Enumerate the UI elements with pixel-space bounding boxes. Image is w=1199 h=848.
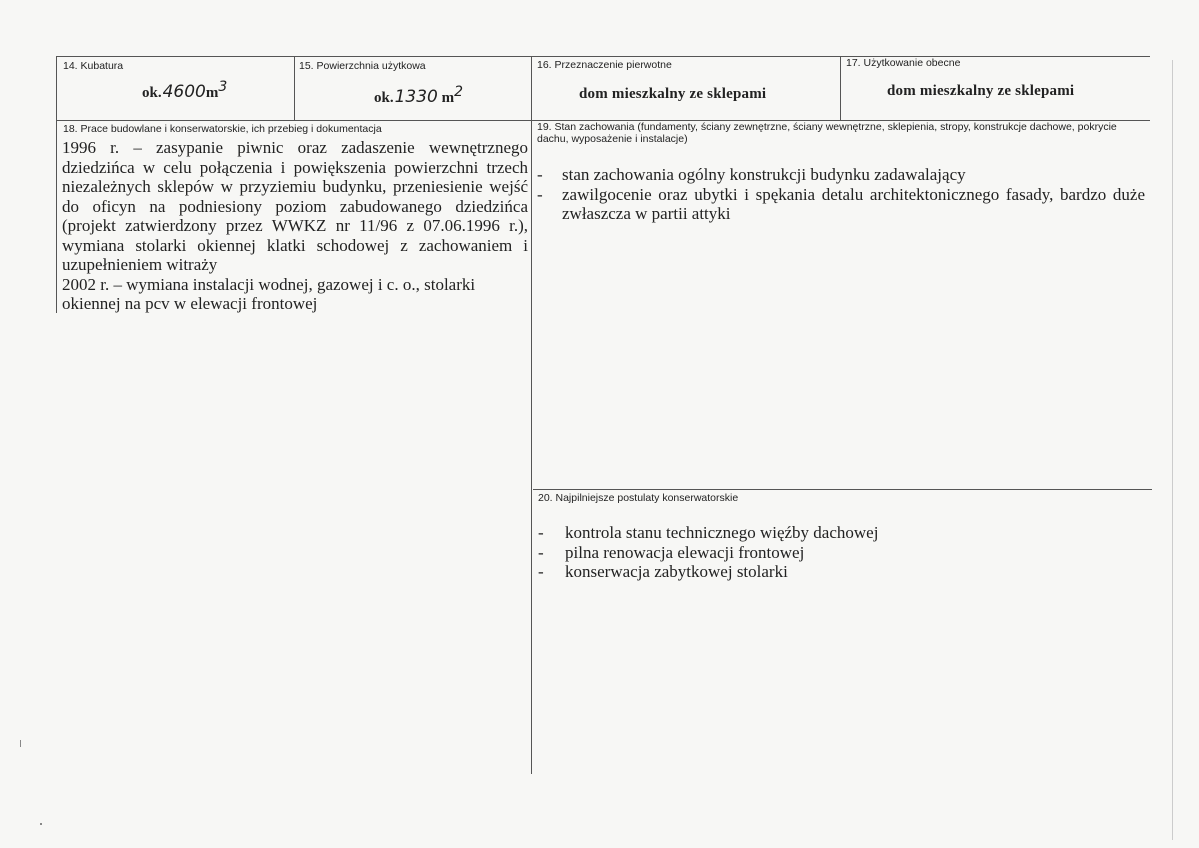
scan-speck — [1172, 60, 1173, 840]
field20-label: 20. Najpilniejsze postulaty konserwatorskie — [538, 492, 739, 504]
col-divider-16-17 — [840, 56, 841, 120]
field15-label: 15. Powierzchnia użytkowa — [299, 60, 426, 72]
field19-item-text: stan zachowania ogólny konstrukcji budynku zadawalający — [562, 165, 966, 184]
bullet-dash: - — [538, 542, 544, 562]
field18-paragraph-2002: 2002 r. – wymiana instalacji wodnej, gazowej i c. o., stolarki okiennej na pcv w elewacji frontowej — [62, 274, 476, 313]
bullet-dash: - — [537, 165, 543, 184]
top-border — [56, 56, 1150, 57]
bullet-dash: - — [538, 523, 544, 542]
field20-top-border — [533, 489, 1152, 490]
list-item — [538, 543, 1098, 563]
field20-item-text: pilna renowacja elewacji frontowej — [565, 542, 805, 562]
bullet-dash: - — [538, 562, 544, 581]
field18-paragraph-1996: 1996 r. – zasypanie piwnic oraz zadaszenie wewnętrznego dziedzińca w celu połączenia i powiększenia powierzchni trzech niezależnych sklepów w przyziemiu budynku, przeniesienie wejść do oficyn na podniesiony poziom zabudowanego dziedzińca (projekt zatwierdzony przez WWKZ nr 11/96 z 07.06.1996 r.), wymiana stolarki okiennej klatki schodowej z zachowaniem i uzupełnieniem witraży — [62, 138, 528, 274]
field14-unit: m — [205, 85, 219, 101]
field14-label: 14. Kubatura — [63, 60, 124, 72]
field19-list — [537, 165, 1145, 224]
field14-value — [142, 79, 227, 102]
field17-value: dom mieszkalny ze sklepami — [887, 83, 1075, 99]
list-item — [538, 523, 1098, 543]
field16-label: 16. Przeznaczenie pierwotne — [537, 59, 672, 71]
field20-item-text: konserwacja zabytkowej stolarki — [565, 562, 788, 581]
field20-list — [538, 523, 1098, 582]
field19-label: 19. Stan zachowania (fundamenty, ściany zewnętrzne, ściany wewnętrzne, sklepienia, stropy, konstrukcje dachowe, pokrycie dachu, wyposażenie i instalacje) — [537, 121, 1117, 145]
field18-text — [62, 138, 528, 314]
field20-item-text: kontrola stanu technicznego więźby dachowej — [565, 523, 879, 542]
list-item — [538, 562, 1098, 582]
col-divider-15-16 — [531, 56, 532, 774]
scan-speck — [40, 823, 42, 825]
scan-speck — [20, 740, 21, 747]
field16-value: dom mieszkalny ze sklepami — [579, 86, 767, 102]
field15-exponent: 2 — [454, 84, 464, 100]
list-item — [537, 185, 1145, 224]
field14-number: 4600 — [162, 82, 206, 102]
left-border — [56, 56, 57, 313]
field19-item-text: zawilgocenie oraz ubytki i spękania detalu architektonicznego fasady, bardzo duże zwłaszcza w partii attyki — [562, 184, 1145, 223]
field15-unit: m — [441, 90, 455, 106]
field15-prefix: ok. — [374, 90, 394, 106]
field18-label: 18. Prace budowlane i konserwatorskie, ich przebieg i dokumentacja — [63, 123, 382, 135]
col-divider-14-15 — [294, 56, 295, 120]
field15-number: 1330 — [394, 87, 438, 107]
field15-value — [374, 84, 463, 107]
field14-prefix: ok. — [142, 85, 162, 101]
field14-exponent: 3 — [218, 79, 228, 95]
field17-label: 17. Użytkowanie obecne — [846, 57, 961, 69]
bullet-dash: - — [537, 184, 543, 204]
list-item — [537, 165, 1145, 185]
